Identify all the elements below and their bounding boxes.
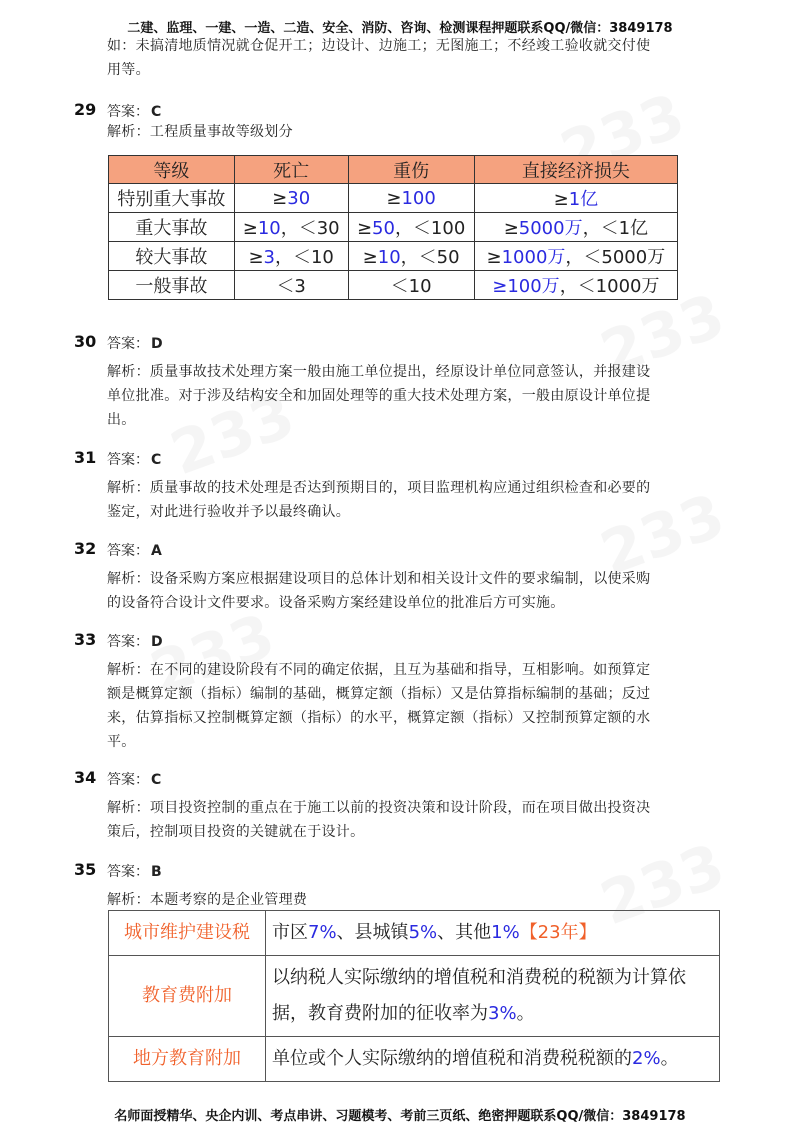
cell-text: ≥ [486,247,502,268]
cell-text: 。 [660,1048,679,1069]
intro-line: 用等。 [107,62,150,78]
question-number: 32 [74,539,97,558]
cell-text: ≥100万 [492,276,560,297]
cell-text: ≥ [356,218,373,239]
cell-text: 10 [257,218,281,239]
analysis-line: 来，估算指标又控制概算定额（指标）的水平，概算定额（指标）又控制预算定额的水 [107,710,651,726]
table-cell [234,242,348,271]
answer-label: 答案： [107,336,149,352]
answer-label: 答案： [107,104,149,120]
table-cell [474,184,677,213]
table-row [109,242,678,271]
analysis-line: 解析：在不同的建设阶段有不同的确定依据，且互为基础和指导，互相影响。如预算定 [107,662,651,678]
analysis-line: 单位批准。对于涉及结构安全和加固处理等的重大技术处理方案，一般由原设计单位提 [107,388,651,404]
answer-line [107,769,161,789]
tax-name: 地方教育附加 [109,1037,266,1082]
cell-text: 较大事故 [135,247,208,268]
cell-text: 、其他 [437,922,492,943]
answer-value: C [151,104,162,120]
cell-text: 3 [263,247,275,268]
cell-text: 重大事故 [135,218,208,239]
cell-text: ，＜5000万 [565,247,666,268]
tax-description [266,1037,720,1082]
table-row [109,1037,720,1082]
cell-text: 100 [401,187,436,209]
cell-text: 1000万 [501,247,566,268]
question-number: 29 [74,100,97,119]
cell-text: 单位或个人实际缴纳的增值税和消费税税额的 [272,1048,632,1069]
question-number: 31 [74,448,97,467]
answer-line [107,333,163,353]
table-header-cell: 死亡 [234,156,348,184]
cell-text: ≥ [503,218,519,239]
cell-text: ≥ [362,247,378,268]
table-row [109,956,720,1037]
tax-name: 教育费附加 [109,956,266,1037]
answer-label: 答案： [107,452,149,468]
table-cell [109,213,235,242]
cell-text: ＜10 [390,276,432,297]
answer-value: A [151,543,162,559]
tax-description [266,956,720,1037]
analysis-line: 策后，控制项目投资的关键就在于设计。 [107,824,365,840]
answer-value: C [151,452,162,468]
cell-text: 以纳税人实际缴纳的增值税和消费税的税额为计算依据，教育费附加的征收率为 [272,967,686,1024]
question-number: 35 [74,860,97,879]
cell-text: 【23年】 [519,922,597,943]
answer-value: C [151,772,162,788]
question-number: 33 [74,630,97,649]
cell-text: 50 [372,218,395,239]
cell-text: ≥ [242,218,258,239]
answer-label: 答案： [107,864,149,880]
question-number: 30 [74,332,97,351]
cell-text: 一般事故 [135,276,208,297]
table-cell [234,271,348,300]
table-cell [109,184,235,213]
question-number: 34 [74,768,97,787]
cell-text: ≥ [248,247,264,268]
table-cell [234,184,348,213]
table-cell [348,271,474,300]
table-cell [474,242,677,271]
cell-text: 3% [488,1003,517,1024]
answer-label: 答案： [107,772,149,788]
cell-text: ，＜1000万 [559,276,660,297]
cell-text: 。 [516,1003,535,1024]
answer-value: D [151,634,163,650]
intro-line: 如：未搞清地质情况就仓促开工；边设计、边施工；无图施工；不经竣工验收就交付使 [107,38,651,54]
answer-label: 答案： [107,543,149,559]
analysis-line: 出。 [107,412,136,428]
answer-line [107,631,163,651]
cell-text: ，＜10 [274,247,334,268]
table-cell [474,271,677,300]
cell-text: 5000万 [518,218,583,239]
cell-text: 、县城镇 [336,922,409,943]
tax-description [266,911,720,956]
cell-text: ≥ [272,187,288,209]
table-cell [348,184,474,213]
page-header: 二建、监理、一建、一造、二造、安全、消防、咨询、检测课程押题联系QQ/微信：3849178 [127,21,673,36]
analysis-line: 鉴定，对此进行验收并予以最终确认。 [107,504,351,520]
table-cell [234,213,348,242]
cell-text: 市区 [272,922,308,943]
cell-text: ，＜50 [400,247,460,268]
analysis-line: 平。 [107,734,136,750]
table-cell [109,271,235,300]
table-row [109,213,678,242]
table-header-cell: 直接经济损失 [474,156,677,184]
page-footer: 名师面授精华、央企内训、考点串讲、习题模考、考前三页纸、绝密押题联系QQ/微信：3849178 [114,1109,686,1124]
analysis-line: 的设备符合设计文件要求。设备采购方案经建设单位的批准后方可实施。 [107,595,565,611]
cell-text: ，＜30 [280,218,340,239]
answer-line [107,101,161,121]
cell-text: ≥ [553,189,569,210]
cell-text: 1亿 [568,189,599,210]
cell-text: ＜3 [276,276,306,297]
analysis-line: 解析：项目投资控制的重点在于施工以前的投资决策和设计阶段，而在项目做出投资决 [107,800,651,816]
cell-text: 5% [408,922,438,943]
cell-text: 7% [308,922,337,943]
answer-line [107,449,161,469]
tax-name: 城市维护建设税 [109,911,266,956]
cell-text: 特别重大事故 [117,189,226,210]
table-cell [348,242,474,271]
analysis-line: 额是概算定额（指标）编制的基础，概算定额（指标）又是估算指标编制的基础；反过 [107,686,651,702]
answer-value: D [151,336,163,352]
table-cell [109,242,235,271]
cell-text: ，＜100 [394,218,466,239]
analysis-line: 解析：本题考察的是企业管理费 [107,892,308,908]
accident-grade-table [108,155,678,300]
analysis-line: 解析：工程质量事故等级划分 [107,124,293,140]
answer-line [107,861,162,881]
answer-label: 答案： [107,634,149,650]
table-header-cell: 等级 [109,156,235,184]
tax-table [108,910,720,1082]
table-row [109,184,678,213]
answer-line [107,540,162,560]
cell-text: 30 [287,187,311,209]
table-header-cell: 重伤 [348,156,474,184]
table-row [109,911,720,956]
table-row [109,271,678,300]
cell-text: ≥ [386,187,402,209]
table-cell [348,213,474,242]
cell-text: 2% [632,1048,661,1069]
table-cell [474,213,677,242]
analysis-line: 解析：设备采购方案应根据建设项目的总体计划和相关设计文件的要求编制，以使采购 [107,571,651,587]
analysis-line: 解析：质量事故的技术处理是否达到预期目的，项目监理机构应通过组织检查和必要的 [107,480,651,496]
cell-text: ，＜1亿 [582,218,649,239]
cell-text: 10 [377,247,401,268]
answer-value: B [151,864,162,880]
cell-text: 1% [491,922,520,943]
analysis-line: 解析：质量事故技术处理方案一般由施工单位提出，经原设计单位同意签认，并报建设 [107,364,651,380]
